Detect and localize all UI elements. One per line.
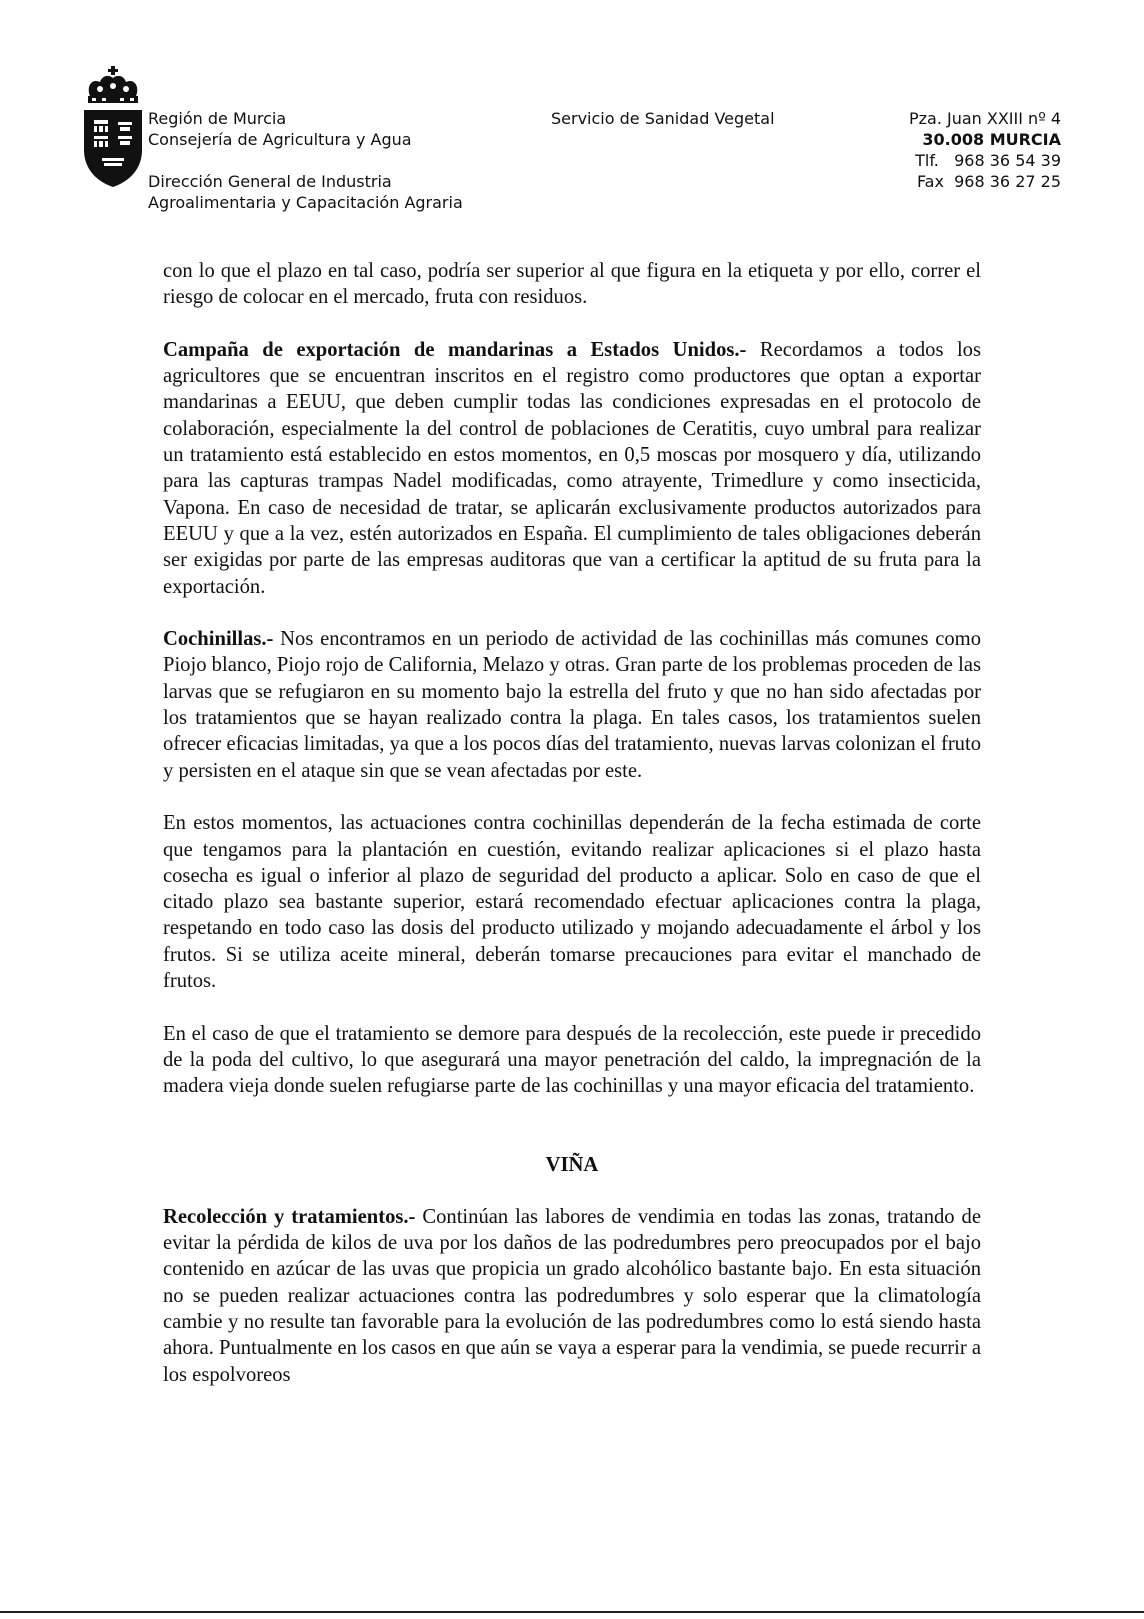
paragraph-heading: Campaña de exportación de mandarinas a Estados Unidos.- <box>163 338 747 361</box>
paragraph-text: Continúan las labores de vendimia en todas las zonas, tratando de evitar la pérdida de kilos de uva por los daños de las podredumbres pero preocupados por el bajo contenido en azúcar de las uvas que propicia un grado alcohólico bastante bajo. En esta situación no se pueden realizar actuaciones contra las podredumbres y solo esperar que la climatología cambie y no resulte tan favorable para la evolución de las podredumbres como lo está siendo hasta ahora. Puntualmente en los casos en que aún se vaya a esperar para la vendimia, se puede recurrir a los espolvoreos <box>163 1205 981 1386</box>
section-title: VIÑA <box>545 1153 599 1176</box>
paragraph <box>163 1204 981 1388</box>
page-bottom-rule <box>0 1611 1144 1613</box>
service-name: Servicio de Sanidad Vegetal <box>551 109 775 128</box>
org-directorate-cont: Agroalimentaria y Capacitación Agraria <box>148 193 463 212</box>
paragraph-text: En estos momentos, las actuaciones contra cochinillas dependerán de la fecha estimada de corte que tengamos para la plantación en cuestión, evitando realizar aplicaciones si el plazo hasta cosecha es igual o inferior al plazo de seguridad del producto a aplicar. Solo en caso de que el citado plazo sea bastante superior, estará recomendado efectuar aplicaciones contra la plaga, respetando en todo caso las dosis del producto utilizado y mojando adecuadamente el árbol y los frutos. Si se utiliza aceite mineral, deberán tomarse precauciones para evitar el manchado de frutos. <box>163 812 981 993</box>
paragraph <box>163 1021 981 1100</box>
paragraph-heading: Cochinillas.- <box>163 628 274 651</box>
organization-name <box>148 108 463 213</box>
paragraph <box>163 626 981 784</box>
paragraph-text: Recordamos a todos los agricultores que se encuentran inscritos en el registro como productores que optan a exportar mandarinas a EEUU, que deben cumplir todas las condiciones expresadas en el protocolo de colaboración, especialmente la del control de poblaciones de Ceratitis, cuyo umbral para realizar un tratamiento está establecido en estos momentos, en 0,5 moscas por mosquero y día, utilizando para las capturas trampas Nadel modificadas, como atrayente, Trimedlure y como insecticida, Vapona. En caso de necesidad de tratar, se aplicarán exclusivamente productos autorizados para EEUU y que a la vez, estén autorizados en España. El cumplimiento de tales obligaciones deberán ser exigidas por parte de las empresas auditoras que van a certificar la aptitud de su fruta para la exportación. <box>163 338 981 598</box>
letterhead <box>0 0 1144 230</box>
paragraph <box>163 258 981 311</box>
paragraph <box>163 337 981 600</box>
paragraph <box>163 810 981 994</box>
address-street: Pza. Juan XXIII nº 4 <box>908 109 1061 128</box>
paragraph-text: con lo que el plazo en tal caso, podría ser superior al que figura en la etiqueta y por ello, correr el riesgo de colocar en el mercado, fruta con residuos. <box>163 260 981 309</box>
org-region: Región de Murcia <box>148 109 287 128</box>
paragraph-heading: Recolección y tratamientos.- <box>163 1205 416 1228</box>
document-body <box>163 258 981 1414</box>
org-directorate: Dirección General de Industria <box>148 172 392 191</box>
paragraph-text: Nos encontramos en un periodo de actividad de las cochinillas más comunes como Piojo blanco, Piojo rojo de California, Melazo y otras. Gran parte de los problemas proceden de las larvas que se refugiaron en su momento bajo la estrella del fruto y que no han sido afectadas por los tratamientos que se hayan realizado contra la plaga. En tales casos, los tratamientos suelen ofrecer eficacias limitadas, ya que a los pocos días del tratamiento, nuevas larvas colonizan el fruto y persisten en el ataque sin que se vean afectadas por este. <box>163 628 981 782</box>
coat-of-arms-icon <box>82 66 144 188</box>
address-city: 30.008 MURCIA <box>922 130 1061 149</box>
address-phone: Tlf. 968 36 54 39 <box>915 151 1061 170</box>
paragraph-text: En el caso de que el tratamiento se demore para después de la recolección, este puede ir precedido de la poda del cultivo, lo que asegurará una mayor penetración del caldo, la impregnación de la madera vieja donde suelen refugiarse parte de las cochinillas y una mayor eficacia del tratamiento. <box>163 1022 981 1098</box>
address-fax: Fax 968 36 27 25 <box>916 172 1061 191</box>
address-block <box>909 108 1061 192</box>
org-department: Consejería de Agricultura y Agua <box>148 130 412 149</box>
